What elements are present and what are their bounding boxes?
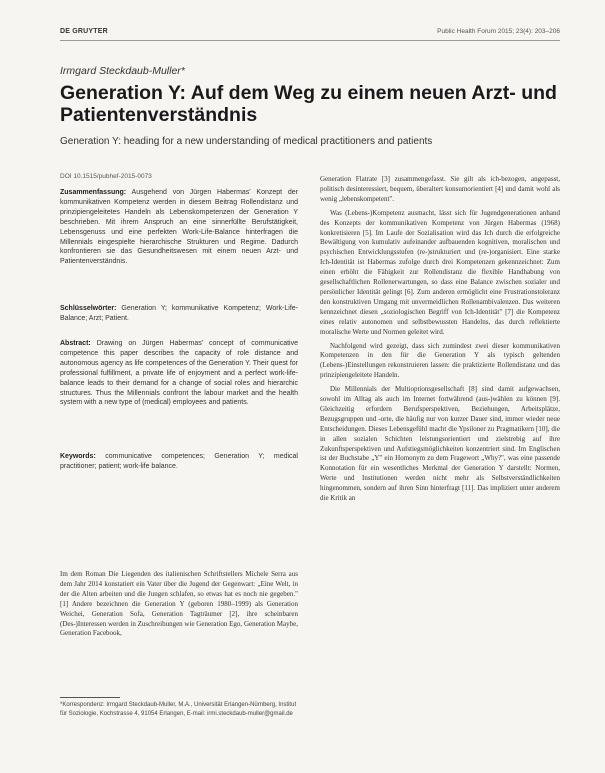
journal-citation: Public Health Forum 2015; 23(4): 203–206 (437, 28, 560, 35)
article-author: Irmgard Steckdaub-Muller* (60, 65, 185, 77)
body-intro-paragraph: Im dem Roman Die Liegenden des italienischen Schriftstellers Michele Serra aus dem Jahr 2014 konstatiert ein Vater über die Jugend der Gegenwart: „Eine Welt, in der die Alten arbeiten und die Jungen schlafen, so etwas hat es noch nie gegeben." [1] Andere bezeichnen die Generation Y (geboren 1980–1999) als Generation Weichei, Generation Sofa, Generation Tagträumer [2], ihre scheinbaren (Des-)Interessen werden in Zuschreibungen wie Generation Ego, Generation Maybe, Generation Facebook, (60, 570, 298, 638)
right-paragraph-3: Nachfolgend wird gezeigt, dass sich zumindest zwei dieser kommunikativen Kompetenzen in den für die Generation Y als typisch geltenden (Lebens-)Einstellungen rekonstruieren lassen: die praktizierte Rollendistanz und das prinzipiengeleitete Handeln. (320, 341, 560, 380)
right-paragraph-2: Was (Lebens-)Kompetenz ausmacht, lässt sich für Jugendgenerationen anhand des Konzepts der kommunikativen Kompetenz von Jürgen Habermas (1968) konkretisieren [5]. Im Laufe der Sozialisation wird das Ich durch die erfolgreiche Bewältigung von kumulativ aufeinander aufbauenden kognitiven, moralischen und psychischen Entwicklungsstufen (re-)strukturiert und (re-)organisiert. Eine starke Ich-Identität ist Habermas zufolge durch drei Kompetenzen gekennzeichnet: Zum einen erhöht die Fähigkeit zur Rollendistanz die flexible Handhabung von gesellschaftlichen Rollenerwartungen, so dass eine Balance zwischen sozialer und persönlicher Identität gelingt [6]. Zum anderen ermöglicht eine Frustrationstoleranz den konstruktiven Umgang mit unvermeidlichen Rollenambivalenzen. Das weiteren kennzeichnet diesen „soziologischen Begriff von Ich-Identität" [7] die Kompetenz eines relativ autonomen und selbstbewussten Handelns, das durch reflektierte moralische Werte und Normen geleitet wird. (320, 208, 560, 336)
schluesselwoerter-label: Schlüsselwörter: (60, 305, 117, 312)
zusammenfassung-text: Ausgehend von Jürgen Habermas' Konzept der kommunikativen Kompetenz werden in diesem Beitrag Rollendistanz und prinzipiengeleitetes Handeln als Lebenskompetenzen der Generation Y beschrieben. Mit ihrem Anspruch an eine sinnerfüllte Berufstätigkeit, Lebensgenuss und eine perfekten Work-Life-Balance hinterfragen die Millennials eingespielte hierarchische Strukturen und Regime. Dadurch konfrontieren sie das Gesundheitswesen mit einem neuen Arzt- und Patientenverständnis. (60, 189, 299, 266)
publisher-name: DE GRUYTER (60, 28, 108, 35)
keywords-paragraph (60, 452, 298, 472)
abstract-label: Abstract: (60, 340, 91, 347)
running-header (60, 26, 560, 40)
schluesselwoerter-paragraph (60, 304, 298, 324)
zusammenfassung-label: Zusammenfassung: (60, 189, 127, 196)
zusammenfassung-paragraph (60, 188, 298, 267)
right-paragraph-4: Die Millennials der Multioptionsgesellschaft [8] sind damit aufgewachsen, sowohl im Alltag als auch im Internet fortwährend (aus-)wählen zu können [9]. Gleichzeitig erfordern Berufsperspektiven, Beziehungen, Arbeitsplätze, Bezugsgruppen und -orte, die häufig nur von kurzer Dauer sind, immer wieder neue Entscheidungen. Dieses Lebensgefühl macht die Ypsiloner zu Pragmatikern [10], die in allen sozialen Schichten leistungsorientiert und zielstrebig auf ihre Zukunftsperspektiven und Aufstiegsmöglichkeiten konzentriert sind. Im Englischen ist der Buchstabe „Y" ein Homonym zu dem Fragewort „Why?", was eine passende Konnotation für ein wesentliches Merkmal der Generation Y darstellt: Normen, Werte und Institutionen werden nicht mehr als Selbstverständlichkeiten hingenommen, sondern auf ihren Sinn hinterfragt [11]. Das impliziert unter anderem die Kritik an (320, 385, 560, 503)
keywords-text: communicative competences; Generation Y; medical practitioner; patient; work-life balance. (60, 453, 298, 470)
right-column (320, 175, 560, 508)
article-subtitle: Generation Y: heading for a new understanding of medical practitioners and patients (60, 136, 433, 147)
header-rule (60, 40, 560, 41)
correspondence-footnote: *Korrespondenz: Irmgard Steckdaub-Muller, M.A., Universität Erlangen-Nürnberg, Institut für Soziologie, Kochstrasse 4, 91054 Erlangen, E-mail: irmi.steckdaub-muller@gmail.de (60, 702, 297, 717)
footnote-rule (60, 697, 120, 698)
abstract-text: Drawing on Jürgen Habermas' concept of communicative competence this paper describes the capacity of role distance and autonomous agency as life competences of the Generation Y. Their quest for professional fulfillment, a private life of enjoyment and a perfect work-life-balance leads to their demand for a change of social roles and hierarchic structures. Thus the Millennials confront the labour market and the health system with a new type of (medical) employees and patients. (60, 340, 298, 407)
schluesselwoerter-text: Generation Y; kommunikative Kompetenz; Work-Life-Balance; Arzt; Patient. (60, 305, 298, 322)
article-title: Generation Y: Auf dem Weg zu einem neuen Arzt- und Patientenverständnis (60, 82, 557, 126)
right-paragraph-1: Generation Flatrate [3] zusammengefasst. Sie gilt als ich-bezogen, angepasst, politisch desinteressiert, bequem, überaltert konsumorientiert [4] und damit wohl als wenig „lebenskompetent". (320, 175, 560, 203)
abstract-paragraph (60, 339, 298, 408)
keywords-label: Keywords: (60, 453, 96, 460)
doi-line: DOI 10.1515/pubhef-2015-0073 (60, 173, 152, 180)
